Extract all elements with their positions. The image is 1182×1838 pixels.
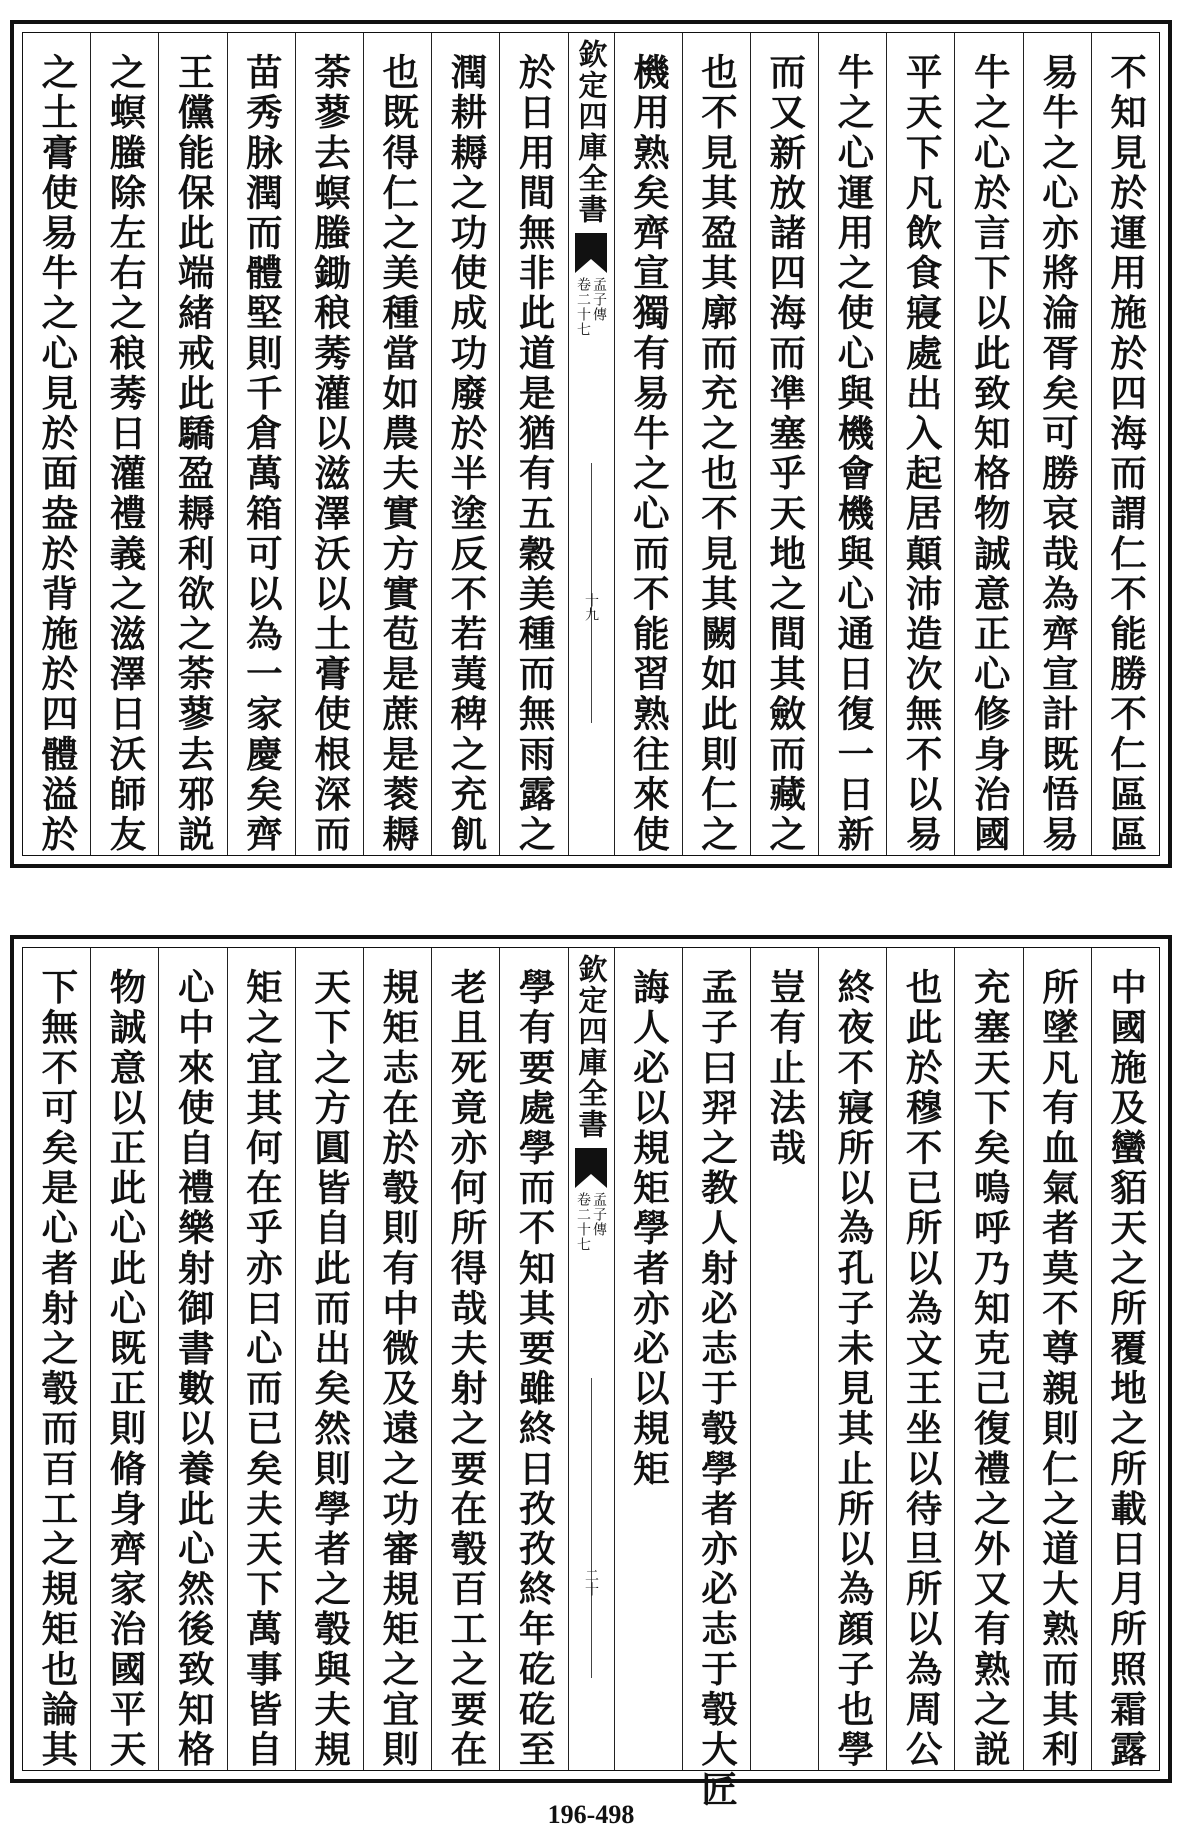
text-column bbox=[954, 948, 1022, 1770]
text-column bbox=[682, 33, 750, 855]
section-title: 孟子傳 bbox=[591, 277, 607, 322]
column-text: 平天下凡飲食寢處出入起居顛沛造次無不以易 bbox=[900, 53, 944, 855]
top-page-text-area bbox=[22, 32, 1160, 856]
column-text: 牛之心於言下以此致知格物誠意正心修身治國 bbox=[968, 53, 1012, 855]
section-info bbox=[576, 1192, 606, 1252]
text-column bbox=[1023, 948, 1091, 1770]
text-column bbox=[23, 948, 90, 1770]
bottom-page bbox=[10, 935, 1172, 1811]
column-text: 老且死竟亦何所得哉夫射之要在彀百工之要在 bbox=[444, 968, 488, 1770]
block-center-margin bbox=[568, 33, 614, 855]
text-column bbox=[158, 33, 226, 855]
text-column bbox=[1023, 33, 1091, 855]
section-info bbox=[576, 277, 606, 337]
column-text: 物誠意以正此心此心既正則脩身齊家治國平天 bbox=[104, 968, 148, 1770]
text-column bbox=[90, 948, 158, 1770]
text-column bbox=[295, 948, 363, 1770]
column-text: 天下之方圓皆自此而出矣然則學者之彀與夫規 bbox=[308, 968, 352, 1770]
text-column bbox=[227, 948, 295, 1770]
column-text: 之螟螣除左右之稂莠日灌禮義之滋澤日沃師友 bbox=[104, 53, 148, 855]
column-text: 矩之宜其何在乎亦曰心而已矣夫天下萬事皆自 bbox=[240, 968, 284, 1770]
page-number: 十九 bbox=[583, 593, 599, 621]
column-text: 牛之心運用之使心與機會機與心通日復一日新 bbox=[831, 53, 875, 855]
column-text: 充塞天下矣嗚呼乃知克己復禮之外又有熟之説 bbox=[968, 968, 1012, 1770]
text-column bbox=[1091, 948, 1159, 1770]
text-column bbox=[954, 33, 1022, 855]
text-column bbox=[227, 33, 295, 855]
text-column bbox=[158, 948, 226, 1770]
column-text: 孟子曰羿之教人射必志于彀學者亦必志于彀大匠 bbox=[695, 968, 739, 1811]
column-text: 學有要處學而不知其要雖終日孜孜終年矻矻至 bbox=[513, 968, 557, 1770]
book-title: 欽定四庫全書 bbox=[574, 954, 609, 1140]
column-text: 荼蓼去螟螣鋤稂莠灌以滋澤沃以土膏使根深而 bbox=[308, 53, 352, 855]
column-text: 潤耕耨之功使成功廢於半塗反不若荑稗之充飢 bbox=[444, 53, 488, 855]
text-column bbox=[818, 33, 886, 855]
text-column bbox=[431, 948, 499, 1770]
text-column bbox=[499, 33, 567, 855]
text-column bbox=[886, 948, 954, 1770]
column-text: 機用熟矣齊宣獨有易牛之心而不能習熟往來使 bbox=[627, 53, 671, 855]
column-text: 之土膏使易牛之心見於面盎於背施於四體溢於 bbox=[35, 53, 79, 855]
column-text: 而又新放諸四海而凖塞乎天地之間其斂而藏之 bbox=[763, 53, 807, 855]
column-text: 苗秀脉潤而體堅則千倉萬箱可以為一家慶矣齊 bbox=[240, 53, 284, 855]
text-column bbox=[682, 948, 750, 1811]
text-column bbox=[23, 33, 90, 855]
text-column bbox=[614, 948, 682, 1770]
text-column bbox=[90, 33, 158, 855]
book-title: 欽定四庫全書 bbox=[574, 39, 609, 225]
column-text: 於日用間無非此道是猶有五穀美種而無雨露之 bbox=[513, 53, 557, 855]
page-number: 二十 bbox=[583, 1568, 599, 1596]
text-column bbox=[363, 948, 431, 1770]
column-text: 王儻能保此端緒戒此驕盈耨利欲之荼蓼去邪説 bbox=[172, 53, 216, 855]
text-column bbox=[614, 33, 682, 855]
column-text: 易牛之心亦將淪胥矣可勝哀哉為齊宣計既悟易 bbox=[1036, 53, 1080, 855]
bottom-page-text-area bbox=[22, 947, 1160, 1811]
text-column bbox=[431, 33, 499, 855]
volume-number: 卷二十七 bbox=[575, 1192, 591, 1252]
fishtail-ornament-icon bbox=[575, 1148, 607, 1188]
text-column bbox=[750, 33, 818, 855]
column-text: 中國施及蠻貊天之所覆地之所載日月所照霜露 bbox=[1104, 968, 1148, 1770]
column-text: 終夜不寢所以為孔子未見其止所以為顔子也學 bbox=[831, 968, 875, 1770]
center-line bbox=[591, 1378, 592, 1678]
column-text: 心中來使自禮樂射御書數以養此心然後致知格 bbox=[172, 968, 216, 1770]
footer-page-code: 196-498 bbox=[547, 1800, 635, 1829]
column-text: 也此於穆不已所以為文王坐以待旦所以為周公 bbox=[900, 968, 944, 1770]
volume-number: 卷二十七 bbox=[575, 277, 591, 337]
fishtail-ornament-icon bbox=[575, 233, 607, 273]
column-text: 誨人必以規矩學者亦必以規矩 bbox=[627, 968, 671, 1490]
text-column bbox=[499, 948, 567, 1770]
column-text: 不知見於運用施於四海而謂仁不能勝不仁區區 bbox=[1104, 53, 1148, 855]
text-column bbox=[886, 33, 954, 855]
text-column bbox=[750, 948, 818, 1770]
block-center-margin bbox=[568, 948, 614, 1770]
text-column bbox=[818, 948, 886, 1770]
column-text: 規矩志在於彀則有中微及遠之功審規矩之宜則 bbox=[376, 968, 420, 1770]
column-text: 豈有止法哉 bbox=[763, 968, 807, 1169]
column-text: 所墜凡有血氣者莫不尊親則仁之道大熟而其利 bbox=[1036, 968, 1080, 1770]
column-text: 下無不可矣是心者射之彀而百工之規矩也論其 bbox=[35, 968, 79, 1770]
text-column bbox=[1091, 33, 1159, 855]
text-column bbox=[295, 33, 363, 855]
column-text: 也既得仁之美種當如農夫實方實苞是蔗是蓘耨 bbox=[376, 53, 420, 855]
top-page bbox=[10, 20, 1172, 868]
text-column bbox=[363, 33, 431, 855]
section-title: 孟子傳 bbox=[591, 1192, 607, 1237]
column-text: 也不見其盈其廓而充之也不見其闕如此則仁之 bbox=[695, 53, 739, 855]
